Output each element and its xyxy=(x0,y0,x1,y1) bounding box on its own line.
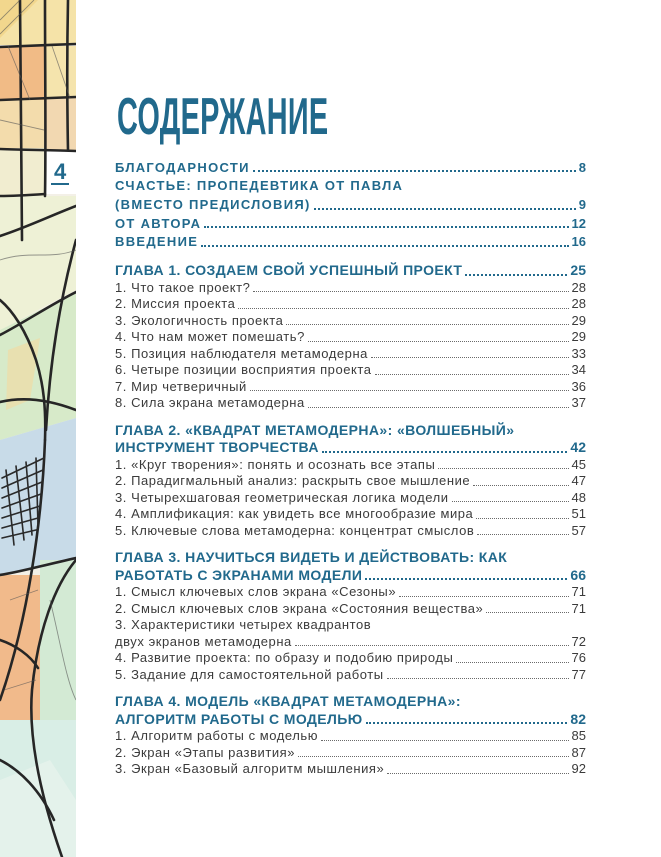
page-ref: 28 xyxy=(571,296,586,312)
page-ref: 77 xyxy=(571,666,586,682)
section-entry xyxy=(115,395,586,412)
section-title: 1. Смысл ключевых слов экрана «Сезоны» xyxy=(115,584,397,600)
section-title: 2. Парадигмальный анализ: раскрыть свое мышление xyxy=(115,473,471,489)
page-title: СОДЕРЖАНИЕ xyxy=(117,88,329,146)
dot-leader xyxy=(473,485,568,486)
page-ref: 87 xyxy=(571,744,586,760)
page-ref: 29 xyxy=(571,312,586,328)
sketch-artwork xyxy=(0,0,76,857)
dot-leader xyxy=(321,740,568,741)
page-ref: 82 xyxy=(570,710,586,727)
section-entry xyxy=(115,667,586,684)
dot-leader xyxy=(375,374,569,375)
dot-leader xyxy=(476,518,568,519)
section-entry-continued xyxy=(115,634,586,651)
dot-leader xyxy=(438,468,568,469)
dot-leader xyxy=(322,451,568,453)
section-title: 4. Развитие проекта: по образу и подобию природы xyxy=(115,650,454,666)
section-title: 1. Что такое проект? xyxy=(115,279,251,295)
chapter-heading xyxy=(115,549,586,567)
page-ref: 57 xyxy=(571,522,586,538)
dot-leader xyxy=(371,357,569,358)
dot-leader xyxy=(486,612,568,613)
dot-leader xyxy=(253,291,568,292)
dot-leader xyxy=(286,324,568,325)
dot-leader xyxy=(314,208,576,210)
section-title: 3. Четырехшаговая геометрическая логика модели xyxy=(115,489,449,505)
chapter-heading xyxy=(115,693,586,711)
entry-title: БЛАГОДАРНОСТИ xyxy=(115,159,250,175)
dot-leader xyxy=(365,578,567,580)
dot-leader xyxy=(253,170,576,172)
section-entry xyxy=(115,473,586,490)
dot-leader xyxy=(238,308,568,309)
dot-leader xyxy=(308,407,569,408)
section-title: 2. Миссия проекта xyxy=(115,296,236,312)
dot-leader xyxy=(298,756,569,757)
section-entry xyxy=(115,601,586,618)
front-matter xyxy=(115,159,586,252)
section-entry xyxy=(115,490,586,507)
entry-title-line: (ВМЕСТО ПРЕДИСЛОВИЯ) xyxy=(115,197,311,212)
section-title: 1. Алгоритм работы с моделью xyxy=(115,728,319,744)
section-title-line: двух экранов метамодерна xyxy=(115,633,292,649)
entry-title-line: СЧАСТЬЕ: ПРОПЕДЕВТИКА ОТ ПАВЛА xyxy=(115,178,404,194)
chapter-title-line: АЛГОРИТМ РАБОТЫ С МОДЕЛЬЮ xyxy=(115,710,363,727)
front-matter-entry xyxy=(115,233,586,252)
chapter-heading-continued xyxy=(115,567,586,585)
section-entry xyxy=(115,379,586,396)
dot-leader xyxy=(387,773,568,774)
section-title: 5. Ключевые слова метамодерна: концентрат смыслов xyxy=(115,522,475,538)
front-matter-entry xyxy=(115,215,586,234)
section-title: 6. Четыре позиции восприятия проекта xyxy=(115,362,372,378)
chapter-title: ГЛАВА 1. СОЗДАЕМ СВОЙ УСПЕШНЫЙ ПРОЕКТ xyxy=(115,262,463,279)
section-title: 3. Экран «Базовый алгоритм мышления» xyxy=(115,761,385,777)
section-title: 2. Экран «Этапы развития» xyxy=(115,744,296,760)
section-entry xyxy=(115,584,586,601)
front-matter-entry xyxy=(115,159,586,178)
chapter-title-line: ГЛАВА 3. НАУЧИТЬСЯ ВИДЕТЬ И ДЕЙСТВОВАТЬ: КАК xyxy=(115,549,508,566)
chapter-title-line: ГЛАВА 2. «КВАДРАТ МЕТАМОДЕРНА»: «ВОЛШЕБНЫЙ» xyxy=(115,421,515,438)
section-title: 3. Экологичность проекта xyxy=(115,312,284,328)
chapter-heading xyxy=(115,422,586,440)
section-entry xyxy=(115,506,586,523)
dot-leader xyxy=(366,722,568,724)
page-ref: 28 xyxy=(571,279,586,295)
page-ref: 29 xyxy=(571,329,586,345)
page-ref: 37 xyxy=(571,395,586,411)
page-ref: 72 xyxy=(571,633,586,649)
section-title-line: 3. Характеристики четырех квадрантов xyxy=(115,617,372,633)
page-ref: 33 xyxy=(571,345,586,361)
chapter-title-line: РАБОТАТЬ С ЭКРАНАМИ МОДЕЛИ xyxy=(115,566,363,583)
section-entry xyxy=(115,280,586,297)
section-title: 4. Амплификация: как увидеть все многообразие мира xyxy=(115,506,474,522)
front-matter-entry xyxy=(115,177,586,196)
dot-leader xyxy=(456,662,568,663)
page-ref: 51 xyxy=(571,506,586,522)
dot-leader xyxy=(295,645,569,646)
section-entry xyxy=(115,650,586,667)
entry-title: ОТ АВТОРА xyxy=(115,215,202,231)
section-title: 1. «Круг творения»: понять и осознать все этапы xyxy=(115,456,436,472)
section-entry xyxy=(115,457,586,474)
page-number: 4 xyxy=(51,161,69,185)
chapter-heading-continued xyxy=(115,439,586,457)
section-entry xyxy=(115,728,586,745)
entry-title: ВВЕДЕНИЕ xyxy=(115,234,199,250)
section-entry xyxy=(115,523,586,540)
page-ref: 92 xyxy=(571,761,586,777)
section-title: 5. Позиция наблюдателя метамодерна xyxy=(115,345,368,361)
dot-leader xyxy=(465,274,567,276)
chapter-3 xyxy=(115,549,586,683)
page-ref: 9 xyxy=(578,197,586,212)
dot-leader xyxy=(387,678,569,679)
section-entry xyxy=(115,296,586,313)
chapter-title-line: ИНСТРУМЕНТ ТВОРЧЕСТВА xyxy=(115,439,319,456)
page-ref: 42 xyxy=(570,439,586,456)
dot-leader xyxy=(308,341,569,342)
page-ref: 25 xyxy=(570,262,586,279)
dot-leader xyxy=(477,534,568,535)
dot-leader xyxy=(452,501,569,502)
page-ref: 47 xyxy=(571,473,586,489)
page-ref: 85 xyxy=(571,728,586,744)
table-of-contents xyxy=(115,159,586,778)
dot-leader xyxy=(399,596,568,597)
section-title: 4. Что нам может помешать? xyxy=(115,329,305,345)
page-ref: 76 xyxy=(571,650,586,666)
page-ref: 45 xyxy=(571,456,586,472)
page-ref: 48 xyxy=(571,489,586,505)
section-entry xyxy=(115,761,586,778)
chapter-4 xyxy=(115,693,586,778)
page-ref: 34 xyxy=(571,362,586,378)
page-ref: 8 xyxy=(578,159,586,175)
chapter-heading xyxy=(115,262,586,280)
dot-leader xyxy=(250,390,569,391)
page-ref: 71 xyxy=(571,600,586,616)
section-title: 8. Сила экрана метамодерна xyxy=(115,395,305,411)
page-ref: 71 xyxy=(571,584,586,600)
chapter-title-line: ГЛАВА 4. МОДЕЛЬ «КВАДРАТ МЕТАМОДЕРНА»: xyxy=(115,693,461,710)
dot-leader xyxy=(201,245,568,247)
section-title: 5. Задание для самостоятельной работы xyxy=(115,666,384,682)
section-entry xyxy=(115,346,586,363)
section-entry xyxy=(115,362,586,379)
section-entry xyxy=(115,617,586,634)
page-ref: 12 xyxy=(571,215,586,231)
page-ref: 16 xyxy=(571,234,586,250)
dot-leader xyxy=(204,226,568,228)
section-entry xyxy=(115,329,586,346)
page-ref: 66 xyxy=(570,566,586,583)
chapter-heading-continued xyxy=(115,711,586,729)
section-entry xyxy=(115,313,586,330)
chapter-2 xyxy=(115,422,586,540)
section-title: 2. Смысл ключевых слов экрана «Состояния вещества» xyxy=(115,600,484,616)
section-entry xyxy=(115,745,586,762)
section-title: 7. Мир четверичный xyxy=(115,378,247,394)
front-matter-entry-continued xyxy=(115,196,586,215)
page-ref: 36 xyxy=(571,378,586,394)
chapter-1 xyxy=(115,262,586,412)
